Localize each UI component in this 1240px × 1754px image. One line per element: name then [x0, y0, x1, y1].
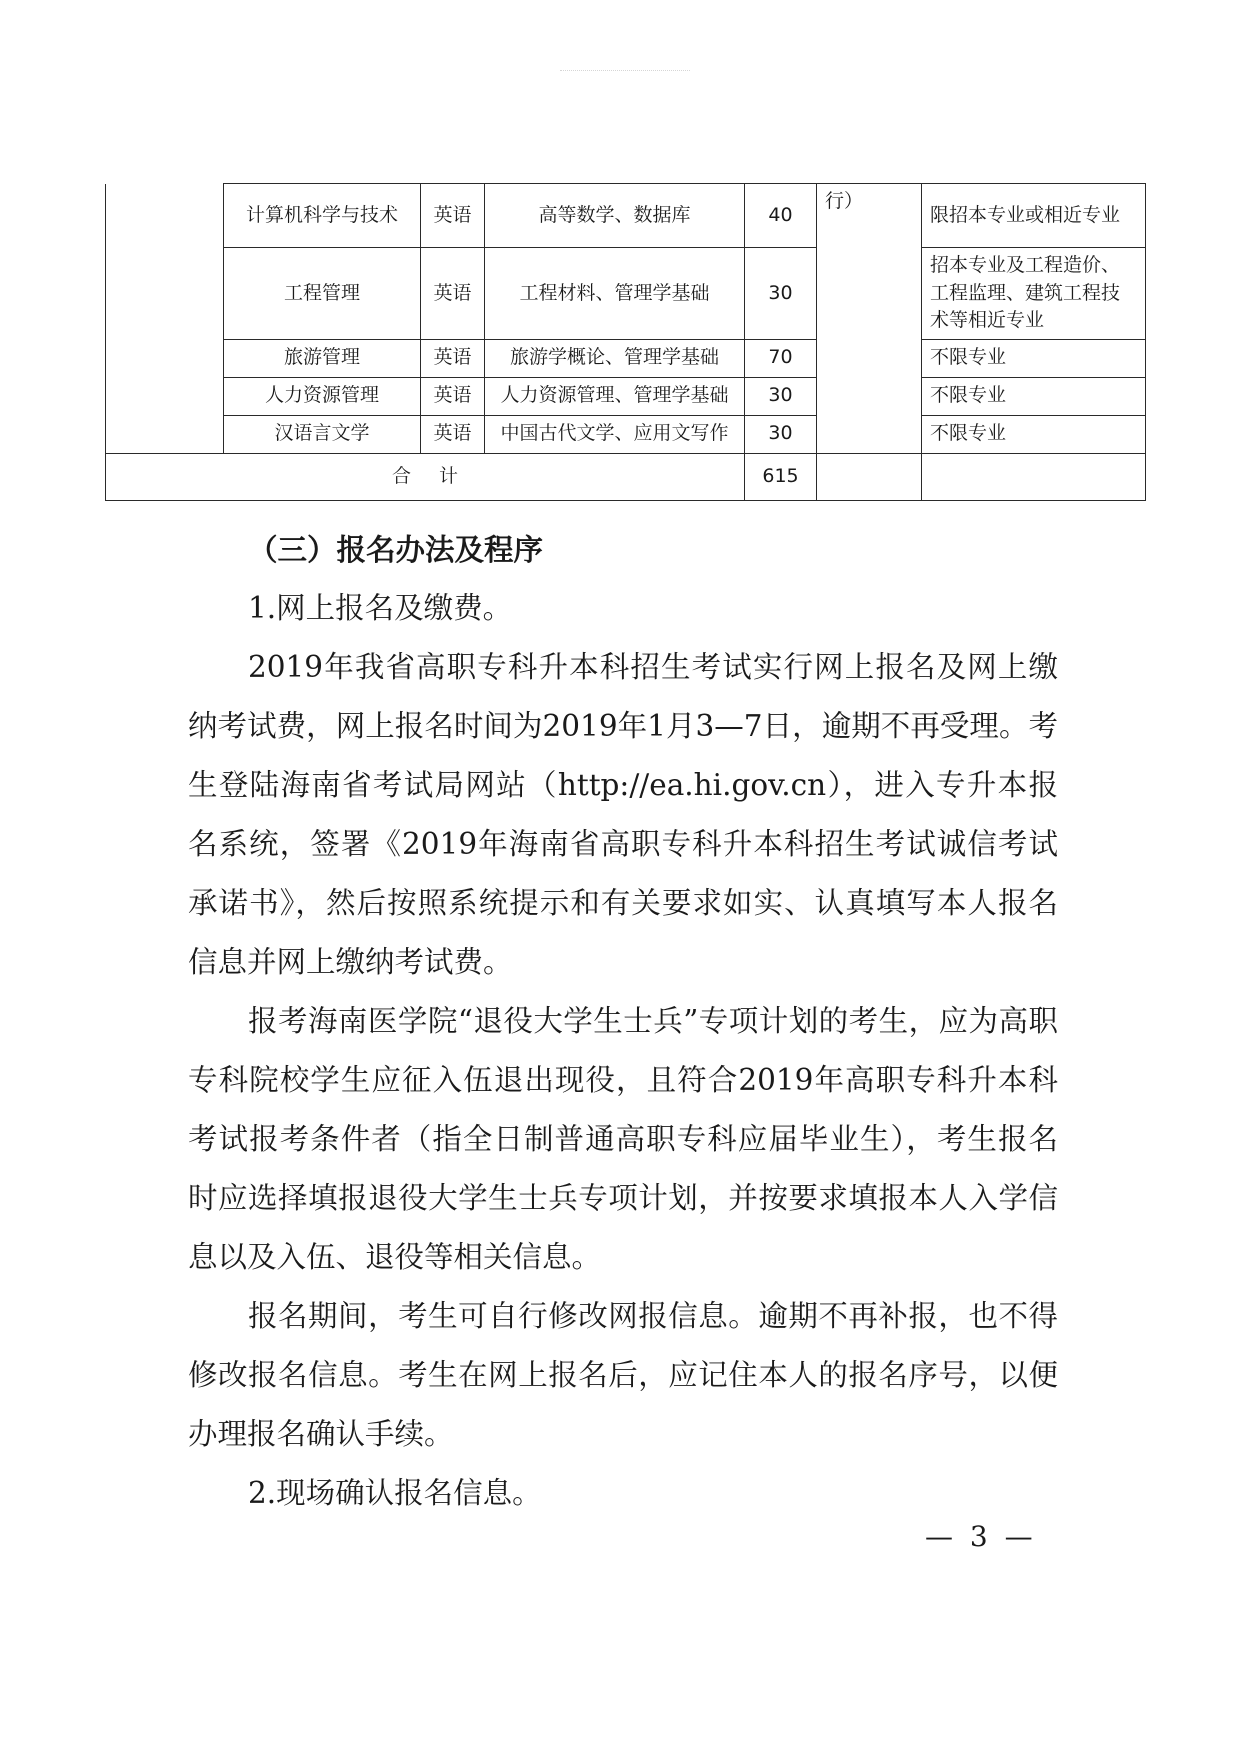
major-cell: 汉语言文学 [224, 415, 421, 453]
subjects-cell: 人力资源管理、管理学基础 [485, 377, 745, 415]
language-cell: 英语 [421, 339, 485, 377]
note-cell: 招本专业及工程造价、工程监理、建筑工程技术等相近专业 [922, 248, 1146, 340]
table-row [106, 339, 1146, 377]
major-cell: 旅游管理 [224, 339, 421, 377]
item-title: 1.网上报名及缴费。 [248, 591, 513, 625]
note-cell: 不限专业 [922, 377, 1146, 415]
total-empty-cell [817, 453, 922, 500]
major-cell: 计算机科学与技术 [224, 184, 421, 248]
subjects-cell: 工程材料、管理学基础 [485, 248, 745, 340]
total-label: 合计 [391, 464, 486, 487]
table-row [106, 184, 1146, 248]
quota-cell: 30 [745, 248, 817, 340]
note-cell: 限招本专业或相近专业 [922, 184, 1146, 248]
language-cell: 英语 [421, 184, 485, 248]
item-title: 2.现场确认报名信息。 [248, 1476, 542, 1510]
language-cell: 英语 [421, 415, 485, 453]
quota-cell: 70 [745, 339, 817, 377]
note-cell: 不限专业 [922, 339, 1146, 377]
paragraph: 2019年我省高职专科升本科招生考试实行网上报名及网上缴纳考试费，网上报名时间为2019年1月3—7日，逾期不再受理。考生登陆海南省考试局网站（http://ea.hi.gov.cn），进入专升本报名系统，签署《2019年海南省高职专科升本科招生考试诚信考试承诺书》，然后按照系统提示和有关要求如实、认真填写本人报名信息并网上缴纳考试费。 [188, 650, 1058, 979]
paragraph: 报名期间，考生可自行修改网报信息。逾期不再补报，也不得修改报名信息。考生在网上报名后，应记住本人的报名序号，以便办理报名确认手续。 [188, 1299, 1058, 1451]
table-row [106, 415, 1146, 453]
major-cell: 人力资源管理 [224, 377, 421, 415]
paragraph: 报考海南医学院“退役大学生士兵”专项计划的考生，应为高职专科院校学生应征入伍退出现役，且符合2019年高职专科升本科考试报考条件者（指全日制普通高职专科应届毕业生），考生报名时应选择填报退役大学生士兵专项计划，并按要求填报本人入学信息以及入伍、退役等相关信息。 [188, 1004, 1058, 1274]
quota-cell: 30 [745, 415, 817, 453]
scan-artifact [560, 60, 690, 71]
plan-table [105, 183, 1146, 501]
enrollment-plan-table [105, 183, 1145, 501]
merged-cell: 行） [817, 184, 922, 454]
total-row [106, 453, 1146, 500]
subjects-cell: 高等数学、数据库 [485, 184, 745, 248]
total-empty-cell [922, 453, 1146, 500]
quota-cell: 30 [745, 377, 817, 415]
blank-cell [106, 184, 224, 454]
table-row [106, 377, 1146, 415]
major-cell: 工程管理 [224, 248, 421, 340]
note-cell: 不限专业 [922, 415, 1146, 453]
total-label-cell [106, 453, 745, 500]
total-value-cell: 615 [745, 453, 817, 500]
language-cell: 英语 [421, 377, 485, 415]
section-heading: （三）报名办法及程序 [248, 532, 544, 567]
table-row [106, 248, 1146, 340]
subjects-cell: 中国古代文学、应用文写作 [485, 415, 745, 453]
language-cell: 英语 [421, 248, 485, 340]
page-number: — 3 — [925, 1520, 1037, 1553]
quota-cell: 40 [745, 184, 817, 248]
subjects-cell: 旅游学概论、管理学基础 [485, 339, 745, 377]
body-text [188, 520, 1058, 1523]
